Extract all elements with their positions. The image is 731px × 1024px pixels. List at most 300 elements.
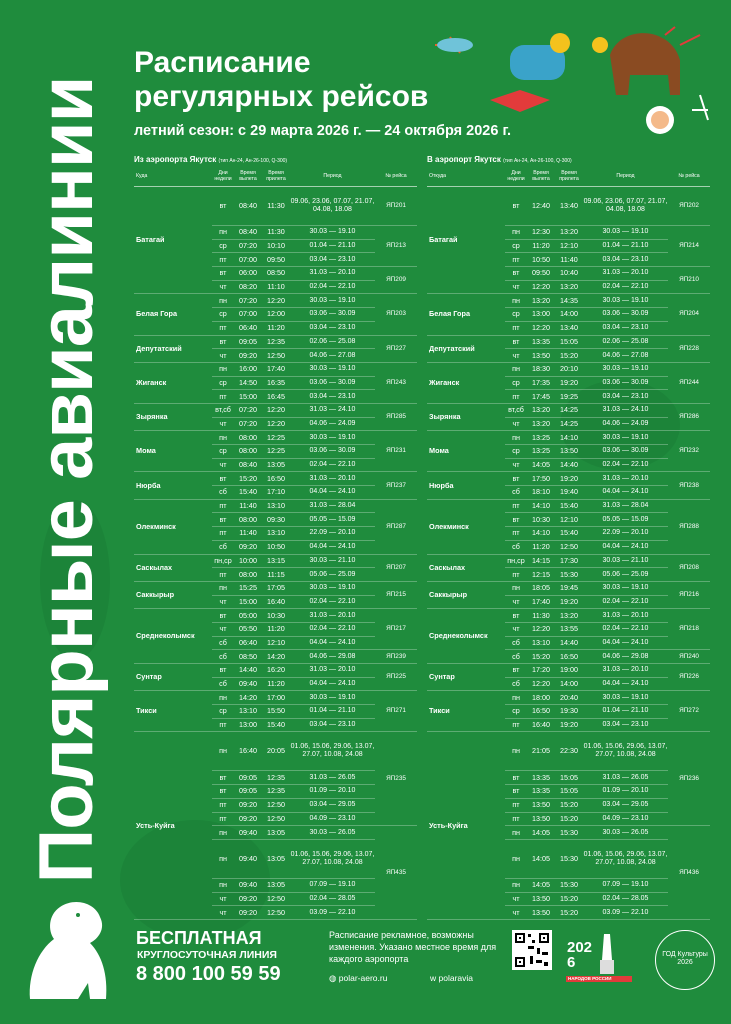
period-cell: 03.04 — 23.10 [290,253,375,267]
period-cell: 04.06 — 29.08 [290,650,375,664]
departure-time-cell: 08:00 [234,431,262,445]
arrival-time-cell: 14:40 [555,458,583,472]
arrival-time-cell: 16:50 [555,650,583,664]
departure-time-cell: 10:30 [527,513,555,527]
departure-time-cell: 08:40 [234,187,262,226]
period-cell: 01.04 — 21.10 [583,705,668,719]
airport-name: Среднеколымск [427,609,505,664]
weekday-cell: чт [212,622,234,636]
flight-number-cell: ЯП227 [375,335,417,362]
website-link[interactable]: ◍ polar-aero.ru [329,973,388,983]
period-cell: 31.03 — 20.10 [290,267,375,281]
arrival-time-cell: 15:20 [555,798,583,812]
arrival-time-cell: 20:40 [555,691,583,705]
weekday-cell: сб [505,677,527,691]
departure-time-cell: 13:10 [234,705,262,719]
arrival-time-cell: 14:00 [555,677,583,691]
hotline-title: БЕСПЛАТНАЯ [136,928,262,948]
arrival-time-cell: 13:40 [555,321,583,335]
weekday-cell: сб [505,486,527,500]
flight-number-cell: ЯП225 [375,664,417,691]
departure-time-cell: 18:05 [527,581,555,595]
period-cell: 02.04 — 28.05 [290,892,375,906]
period-cell: 30.03 — 21.10 [583,554,668,568]
departure-time-cell: 08:00 [234,445,262,459]
arrival-time-cell: 13:20 [555,609,583,623]
arrival-time-cell: 12:25 [262,445,290,459]
departure-time-cell: 17:35 [527,376,555,390]
weekday-cell: ср [505,705,527,719]
arrival-time-cell: 13:40 [555,187,583,226]
arrival-time-cell: 12:10 [555,239,583,253]
arrival-time-cell: 15:30 [555,878,583,892]
weekday-cell: вт [505,187,527,226]
weekday-cell: чт [505,892,527,906]
departure-time-cell: 17:50 [527,472,555,486]
arrival-time-cell: 12:50 [262,798,290,812]
departure-time-cell: 17:40 [527,595,555,609]
column-header-arrival: Время прилета [555,166,583,187]
period-cell: 02.04 — 22.10 [290,622,375,636]
weekday-cell: пт [212,253,234,267]
departure-time-cell: 16:00 [234,362,262,376]
flight-number-cell: ЯП285 [375,403,417,430]
flight-number-cell: ЯП288 [668,499,710,554]
departure-time-cell: 11:20 [527,540,555,554]
table-row [427,499,710,513]
departure-time-cell: 16:40 [234,732,262,771]
departure-time-cell: 12:20 [527,280,555,294]
period-cell: 01.09 — 20.10 [583,785,668,799]
departure-time-cell: 13:20 [527,417,555,431]
weekday-cell: пт [505,321,527,335]
year-of-peoples-badge [566,930,632,986]
weekday-cell: вт [212,472,234,486]
weekday-cell: вт [505,771,527,785]
arrival-time-cell: 12:50 [262,812,290,826]
departure-time-cell: 12:20 [527,677,555,691]
period-cell: 02.04 — 22.10 [583,622,668,636]
page-title-line2: регулярных рейсов [134,80,429,113]
table-header-row [134,166,417,187]
weekday-cell: пн [212,826,234,840]
mammoth-icon [610,33,680,95]
departure-time-cell: 08:00 [234,513,262,527]
departure-time-cell: 06:40 [234,321,262,335]
table-row [427,581,710,595]
airport-name: Олекминск [427,499,505,554]
badge-year: 2026 [567,939,593,971]
departure-time-cell: 09:20 [234,349,262,363]
airport-name: Саккырыр [134,581,212,608]
arrival-time-cell: 19:45 [555,581,583,595]
weekday-cell: пт [505,499,527,513]
flight-number-cell: ЯП213 [375,226,417,267]
column-header-arrival: Время прилета [262,166,290,187]
arrival-time-cell: 17:30 [555,554,583,568]
arrival-time-cell: 14:00 [555,308,583,322]
period-cell: 03.04 — 23.10 [290,718,375,732]
departure-time-cell: 14:50 [234,376,262,390]
departure-time-cell: 08:00 [234,568,262,582]
departure-time-cell: 10:50 [527,253,555,267]
table-row [427,732,710,771]
period-cell: 30.03 — 19.10 [583,691,668,705]
weekday-cell: чт [212,458,234,472]
arrival-time-cell: 19:00 [555,664,583,678]
departure-time-cell: 07:20 [234,417,262,431]
arrival-time-cell: 15:05 [555,771,583,785]
departure-time-cell: 18:30 [527,362,555,376]
weekday-cell: вт [212,609,234,623]
table-row [427,335,710,349]
arrival-time-cell: 11:20 [262,677,290,691]
column-header-days: Дни недели [505,166,527,187]
sledge-icon [490,90,550,112]
airport-name: Саскылах [134,554,212,581]
departure-time-cell: 09:40 [234,839,262,878]
period-cell: 01.06, 15.06, 29.06, 13.07, 27.07, 10.08, 24.08 [583,732,668,771]
weekday-cell: пн [212,581,234,595]
arrival-time-cell: 17:10 [262,486,290,500]
departure-time-cell: 14:10 [527,527,555,541]
hotline-phone[interactable]: 8 800 100 59 59 [136,963,281,985]
arrival-time-cell: 13:20 [555,280,583,294]
flight-number-cell: ЯП226 [668,664,710,691]
weekday-cell: пн [505,294,527,308]
weekday-cell: пн [505,691,527,705]
arrival-time-cell: 11:40 [555,253,583,267]
departure-time-cell: 14:05 [527,458,555,472]
airport-name: Белая Гора [134,294,212,335]
weekday-cell: пт [505,527,527,541]
table-row [134,335,417,349]
period-cell: 30.03 — 19.10 [290,226,375,240]
table-row [427,554,710,568]
departure-time-cell: 12:30 [527,226,555,240]
hotline-subtitle: КРУГЛОСУТОЧНАЯ ЛИНИЯ [137,949,277,961]
arrival-time-cell: 13:55 [555,622,583,636]
departure-time-cell: 12:40 [527,187,555,226]
arrival-time-cell: 19:25 [555,390,583,404]
weekday-cell: чт [505,417,527,431]
flight-number-cell: ЯП210 [668,267,710,294]
weekday-cell: сб [505,636,527,650]
weekday-cell: пт [212,390,234,404]
arrival-time-cell: 13:10 [262,499,290,513]
departure-time-cell: 15:40 [234,486,262,500]
weekday-cell: пт [212,527,234,541]
table-row [427,403,710,417]
arrival-time-cell: 15:40 [262,718,290,732]
departure-time-cell: 15:20 [234,472,262,486]
departure-time-cell: 09:40 [234,677,262,691]
arrival-time-cell: 19:20 [555,376,583,390]
table-row [134,362,417,376]
period-cell: 04.06 — 24.09 [290,417,375,431]
arrival-time-cell: 09:30 [262,513,290,527]
arrival-time-cell: 13:15 [262,554,290,568]
period-cell: 03.04 — 23.10 [290,390,375,404]
weekday-cell: пт [212,321,234,335]
period-cell: 03.09 — 22.10 [290,906,375,920]
flight-number-cell: ЯП217 [375,609,417,650]
departure-time-cell: 08:20 [234,280,262,294]
period-cell: 30.03 — 21.10 [290,554,375,568]
arrival-time-cell: 12:20 [262,417,290,431]
arrival-time-cell: 20:05 [262,732,290,771]
arrival-time-cell: 16:45 [262,390,290,404]
flight-number-cell: ЯП208 [668,554,710,581]
airport-name: Тикси [134,691,212,732]
period-cell: 01.04 — 21.10 [583,239,668,253]
departure-time-cell: 13:35 [527,335,555,349]
table-header-row [427,166,710,187]
period-cell: 30.03 — 19.10 [583,431,668,445]
departure-time-cell: 07:00 [234,308,262,322]
airport-name: Олекминск [134,499,212,554]
flight-number-cell: ЯП235 [375,732,417,826]
period-cell: 01.04 — 21.10 [290,705,375,719]
arrival-time-cell: 15:20 [555,892,583,906]
departure-time-cell: 13:25 [527,445,555,459]
weekday-cell: ср [212,308,234,322]
period-cell: 03.04 — 23.10 [583,718,668,732]
arrival-time-cell: 09:50 [262,253,290,267]
table-row [134,732,417,771]
weekday-cell: пн [505,839,527,878]
flight-number-cell: ЯП209 [375,267,417,294]
departure-time-cell: 09:50 [527,267,555,281]
arrival-time-cell: 15:05 [555,785,583,799]
arrival-time-cell: 19:20 [555,595,583,609]
departure-time-cell: 12:20 [527,622,555,636]
weekday-cell: пт [212,718,234,732]
airport-name: Мома [134,431,212,472]
flight-number-cell: ЯП202 [668,187,710,226]
table-row [427,431,710,445]
weekday-cell: ср [505,308,527,322]
weekday-cell: сб [505,650,527,664]
weekday-cell: ср [212,239,234,253]
arrival-time-cell: 17:40 [262,362,290,376]
flight-number-cell: ЯП435 [375,826,417,920]
period-cell: 30.03 — 19.10 [290,691,375,705]
departure-time-cell: 07:20 [234,294,262,308]
departure-time-cell: 13:50 [527,906,555,920]
flight-number-cell: ЯП272 [668,691,710,732]
column-header-departure: Время вылета [527,166,555,187]
column-header-period: Период [583,166,668,187]
arrival-time-cell: 15:50 [262,705,290,719]
flight-number-cell: ЯП238 [668,472,710,499]
qr-code-icon[interactable] [512,930,552,970]
flight-number-cell: ЯП236 [668,732,710,826]
departure-time-cell: 09:05 [234,771,262,785]
departures-caption: Из аэропорта Якутск (тип Ан-24, Ан-26-100, Q-300) [134,155,288,164]
period-cell: 04.09 — 23.10 [290,812,375,826]
vk-link[interactable]: ᴡ polaravia [430,973,473,983]
weekday-cell: пн [505,826,527,840]
weekday-cell: вт [212,335,234,349]
departure-time-cell: 15:25 [234,581,262,595]
airport-name: Усть-Куйга [134,732,212,920]
table-row [427,691,710,705]
weekday-cell: ср [212,705,234,719]
table-row [427,609,710,623]
period-cell: 22.09 — 20.10 [583,527,668,541]
departure-time-cell: 13:20 [527,403,555,417]
weekday-cell: чт [505,595,527,609]
period-cell: 04.04 — 24.10 [290,540,375,554]
column-header-period: Период [290,166,375,187]
period-cell: 03.04 — 29.05 [583,798,668,812]
period-cell: 30.03 — 19.10 [290,431,375,445]
arrival-time-cell: 15:05 [555,335,583,349]
weekday-cell: ср [505,376,527,390]
arrival-time-cell: 15:40 [555,527,583,541]
flight-number-cell: ЯП231 [375,431,417,472]
arrival-time-cell: 15:40 [555,499,583,513]
arrival-time-cell: 11:30 [262,226,290,240]
departure-time-cell: 13:50 [527,798,555,812]
weekday-cell: пн [505,226,527,240]
column-header-flight: № рейса [668,166,710,187]
arrival-time-cell: 15:20 [555,812,583,826]
departure-time-cell: 14:20 [234,691,262,705]
arrivals-caption: В аэропорт Якутск (тип Ан-24, Ан-26-100, Q-300) [427,155,572,164]
departure-time-cell: 08:40 [234,458,262,472]
weekday-cell: пт [505,812,527,826]
weekday-cell: ср [505,445,527,459]
arrival-time-cell: 16:50 [262,472,290,486]
weekday-cell: вт [212,771,234,785]
weekday-cell: ср [505,239,527,253]
period-cell: 02.06 — 25.08 [583,335,668,349]
airport-name: Белая Гора [427,294,505,335]
weekday-cell: вт [505,609,527,623]
arrival-time-cell: 12:35 [262,335,290,349]
weekday-cell: вт [212,664,234,678]
weekday-cell: пт [505,718,527,732]
period-cell: 04.09 — 23.10 [583,812,668,826]
period-cell: 31.03 — 26.05 [290,771,375,785]
period-cell: 31.03 — 24.10 [583,403,668,417]
weekday-cell: пт [212,499,234,513]
airport-name: Сунтар [134,664,212,691]
period-cell: 01.06, 15.06, 29.06, 13.07, 27.07, 10.08, 24.08 [583,839,668,878]
departure-time-cell: 11:40 [234,499,262,513]
departure-time-cell: 15:00 [234,595,262,609]
departure-time-cell: 14:40 [234,664,262,678]
brand-logo-vertical [12,40,122,920]
weekday-cell: пн,ср [505,554,527,568]
arrival-time-cell: 08:50 [262,267,290,281]
period-cell: 03.06 — 30.09 [583,445,668,459]
period-cell: 03.09 — 22.10 [583,906,668,920]
departure-time-cell: 09:05 [234,785,262,799]
weekday-cell: пн [212,691,234,705]
weekday-cell: пн [212,226,234,240]
arrival-time-cell: 12:50 [262,892,290,906]
weekday-cell: чт [212,906,234,920]
departure-time-cell: 09:20 [234,540,262,554]
flight-number-cell: ЯП232 [668,431,710,472]
table-row [427,187,710,226]
flight-number-cell: ЯП240 [668,650,710,664]
arrival-time-cell: 12:20 [262,294,290,308]
departure-time-cell: 10:00 [234,554,262,568]
departure-time-cell: 11:30 [527,609,555,623]
departure-time-cell: 14:05 [527,826,555,840]
period-cell: 07.09 — 19.10 [583,878,668,892]
departure-time-cell: 05:50 [234,622,262,636]
arrival-time-cell: 13:05 [262,878,290,892]
flight-number-cell: ЯП203 [375,294,417,335]
arrival-time-cell: 13:10 [262,527,290,541]
period-cell: 31.03 — 20.10 [583,472,668,486]
period-cell: 01.09 — 20.10 [290,785,375,799]
departure-time-cell: 14:15 [527,554,555,568]
period-cell: 31.03 — 20.10 [290,609,375,623]
weekday-cell: сб [212,540,234,554]
period-cell: 01.06, 15.06, 29.06, 13.07, 27.07, 10.08, 24.08 [290,839,375,878]
period-cell: 09.06, 23.06, 07.07, 21.07, 04.08, 18.08 [583,187,668,226]
weekday-cell: вт [505,267,527,281]
airport-name: Батагай [427,187,505,294]
flight-number-cell: ЯП237 [375,472,417,499]
weekday-cell: пт [505,798,527,812]
table-row [134,472,417,486]
departure-time-cell: 09:40 [234,826,262,840]
departure-time-cell: 05:00 [234,609,262,623]
departure-time-cell: 12:20 [527,321,555,335]
table-row [427,294,710,308]
arrival-time-cell: 11:20 [262,622,290,636]
weekday-cell: чт [212,280,234,294]
arrival-time-cell: 13:50 [555,445,583,459]
footer [0,920,731,1024]
departure-time-cell: 09:20 [234,906,262,920]
arrival-time-cell: 15:20 [555,349,583,363]
column-header-origin: Откуда [427,166,505,187]
table-row [134,581,417,595]
period-cell: 03.06 — 30.09 [583,376,668,390]
departure-time-cell: 13:00 [527,308,555,322]
period-cell: 31.03 — 20.10 [290,472,375,486]
arrival-time-cell: 13:05 [262,839,290,878]
arrival-time-cell: 12:35 [262,785,290,799]
period-cell: 02.04 — 22.10 [583,458,668,472]
page-title-line1: Расписание [134,46,311,79]
arrival-time-cell: 15:20 [555,906,583,920]
period-cell: 07.09 — 19.10 [290,878,375,892]
period-cell: 31.03 — 20.10 [583,609,668,623]
departure-time-cell: 16:50 [527,705,555,719]
folk-art-illustration [430,15,720,145]
weekday-cell: вт [212,513,234,527]
table-row [134,664,417,678]
arrival-time-cell: 12:50 [262,906,290,920]
brand-name: Полярные авиалинии [24,76,109,884]
period-cell: 03.06 — 30.09 [290,308,375,322]
weekday-cell: чт [505,349,527,363]
period-cell: 04.04 — 24.10 [583,636,668,650]
arrival-time-cell: 11:10 [262,280,290,294]
period-cell: 03.04 — 23.10 [583,321,668,335]
arrival-time-cell: 20:10 [555,362,583,376]
weekday-cell: вт [505,513,527,527]
